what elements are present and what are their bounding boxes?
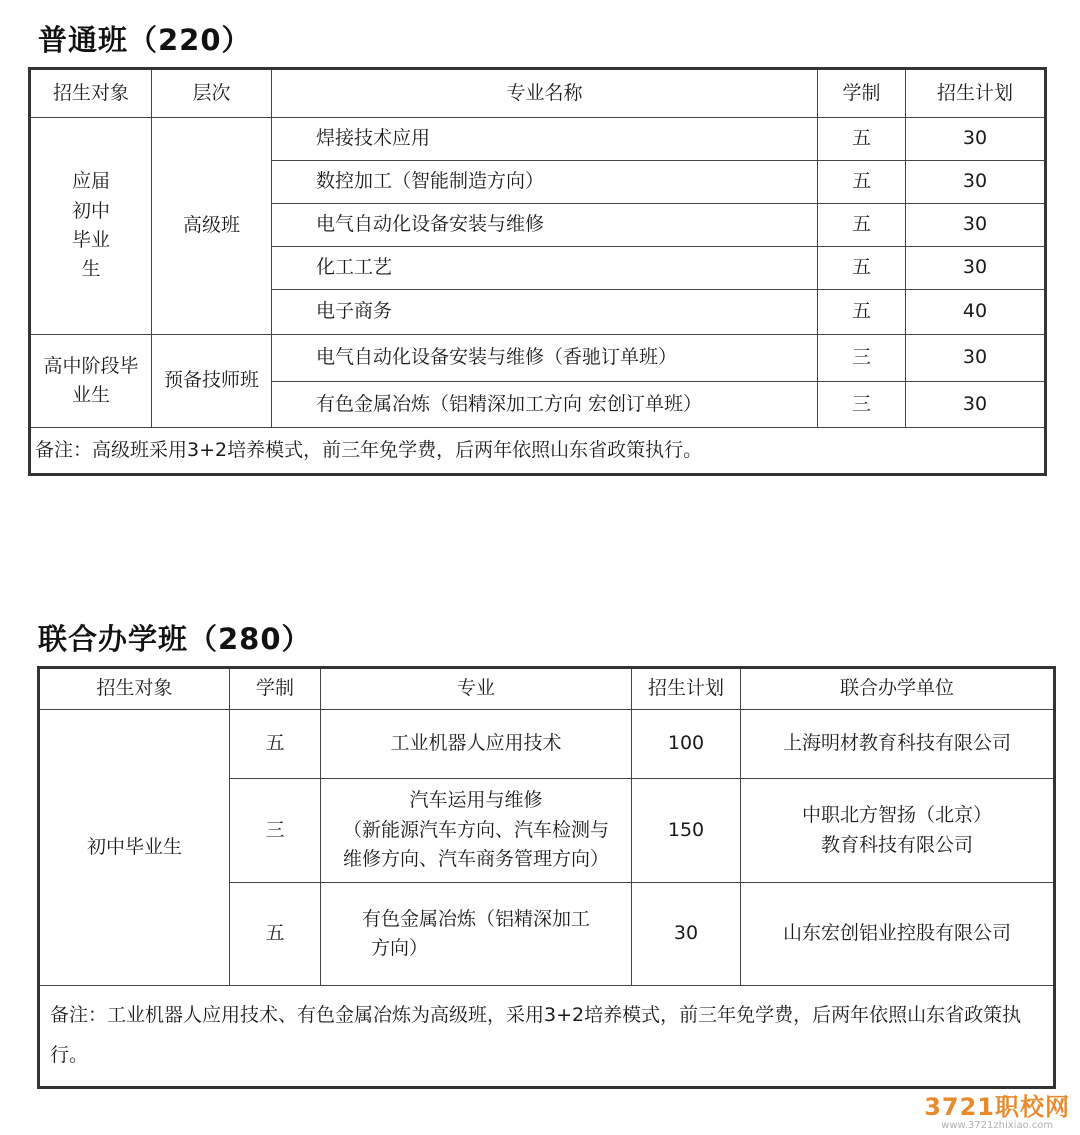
major-line: 工业机器人应用技术 <box>390 732 562 755</box>
years-cell: 五 <box>818 118 906 161</box>
partner-cell <box>741 883 1055 986</box>
major-line: 汽车运用与维修 <box>409 789 543 812</box>
table-row <box>30 335 1046 382</box>
header-cell: 招生计划 <box>632 668 741 710</box>
plan-cell: 30 <box>632 883 741 986</box>
level-cell: 高级班 <box>152 118 272 335</box>
partner-cell <box>741 779 1055 883</box>
years-cell: 五 <box>818 204 906 247</box>
major-cell: 电气自动化设备安装与维修（香驰订单班） <box>272 335 818 382</box>
table-header-row <box>39 668 1055 710</box>
joint-class-table <box>37 666 1056 1089</box>
major-cell: 焊接技术应用 <box>272 118 818 161</box>
major-cell: 化工工艺 <box>272 247 818 290</box>
watermark-logo: 3721职校网 <box>924 1093 1070 1121</box>
section2-title: 联合办学班（280） <box>38 622 312 656</box>
major-cell <box>321 883 632 986</box>
major-line: 有色金属冶炼（铝精深加工 <box>361 907 590 930</box>
note-cell: 备注：高级班采用3+2培养模式，前三年免学费，后两年依照山东省政策执行。 <box>30 428 1046 475</box>
partner-line: 山东宏创铝业控股有限公司 <box>782 922 1011 945</box>
years-cell: 五 <box>230 883 321 986</box>
plan-cell: 30 <box>906 161 1046 204</box>
years-cell: 五 <box>818 290 906 335</box>
table-row <box>30 118 1046 161</box>
partner-line: 上海明材教育科技有限公司 <box>782 732 1011 755</box>
partner-line: 中职北方智扬（北京） <box>801 804 992 827</box>
partner-line: 教育科技有限公司 <box>820 833 973 856</box>
years-cell: 三 <box>818 382 906 428</box>
note-row <box>30 428 1046 475</box>
major-line: 维修方向、汽车商务管理方向） <box>342 848 609 871</box>
header-cell: 专业 <box>321 668 632 710</box>
plan-cell: 30 <box>906 335 1046 382</box>
header-cell: 层次 <box>152 69 272 118</box>
target-line: 毕业 <box>71 229 110 251</box>
plan-cell: 100 <box>632 710 741 779</box>
plan-cell: 150 <box>632 779 741 883</box>
major-cell <box>321 779 632 883</box>
regular-class-table <box>28 67 1047 476</box>
partner-cell <box>741 710 1055 779</box>
major-line: （新能源汽车方向、汽车检测与 <box>342 818 609 841</box>
major-cell <box>321 710 632 779</box>
note-cell: 备注：工业机器人应用技术、有色金属冶炼为高级班，采用3+2培养模式，前三年免学费，后两年依照山东省政策执行。 <box>39 986 1055 1088</box>
watermark-url: www.3721zhixiao.com <box>941 1120 1054 1131</box>
level-cell: 预备技师班 <box>152 335 272 428</box>
target-line: 业生 <box>71 384 110 406</box>
years-cell: 五 <box>818 161 906 204</box>
header-cell: 招生计划 <box>906 69 1046 118</box>
target-cell: 初中毕业生 <box>39 710 230 986</box>
header-cell: 学制 <box>230 668 321 710</box>
plan-cell: 30 <box>906 382 1046 428</box>
section1-title: 普通班（220） <box>38 23 252 57</box>
header-cell: 专业名称 <box>272 69 818 118</box>
major-cell: 电气自动化设备安装与维修 <box>272 204 818 247</box>
header-cell: 联合办学单位 <box>741 668 1055 710</box>
header-cell: 招生对象 <box>39 668 230 710</box>
header-cell: 招生对象 <box>30 69 152 118</box>
target-cell <box>30 118 152 335</box>
target-line: 生 <box>81 258 101 281</box>
years-cell: 三 <box>230 779 321 883</box>
years-cell: 五 <box>818 247 906 290</box>
header-cell: 学制 <box>818 69 906 118</box>
note-row <box>39 986 1055 1088</box>
years-cell: 三 <box>818 335 906 382</box>
watermark <box>924 1087 1070 1131</box>
plan-cell: 30 <box>906 204 1046 247</box>
target-line: 初中 <box>71 199 110 222</box>
table-header-row <box>30 69 1046 118</box>
plan-cell: 30 <box>906 118 1046 161</box>
major-line: 方向） <box>371 937 429 959</box>
major-cell: 数控加工（智能制造方向） <box>272 161 818 204</box>
target-line: 高中阶段毕 <box>43 354 139 377</box>
table-row <box>39 710 1055 779</box>
years-cell: 五 <box>230 710 321 779</box>
major-cell: 有色金属冶炼（铝精深加工方向 宏创订单班） <box>272 382 818 428</box>
major-cell: 电子商务 <box>272 290 818 335</box>
plan-cell: 30 <box>906 247 1046 290</box>
plan-cell: 40 <box>906 290 1046 335</box>
target-line: 应届 <box>71 170 110 193</box>
target-cell <box>30 335 152 428</box>
